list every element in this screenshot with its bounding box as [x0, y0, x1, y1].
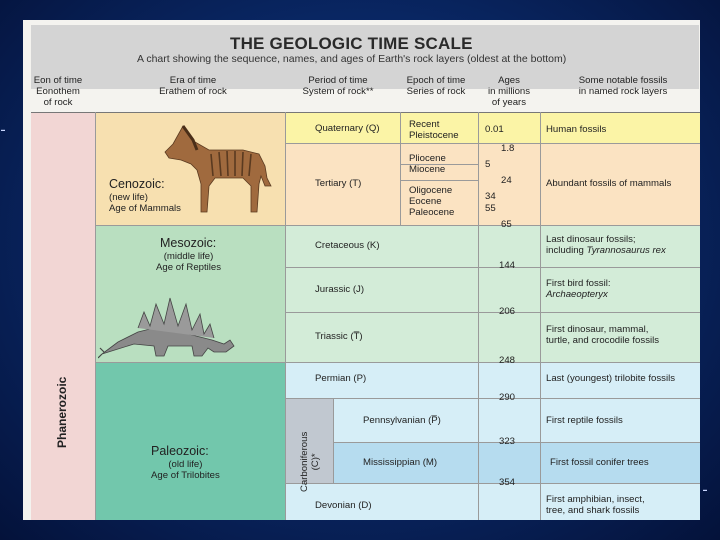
- era-divider: [285, 112, 286, 520]
- period-quaternary: Quaternary (Q): [315, 123, 380, 134]
- period-permian: Permian (P): [315, 373, 367, 384]
- right-edge-mark: ▬: [703, 487, 707, 492]
- fossil-jurassic: First bird fossil: Archaeopteryx: [546, 278, 611, 300]
- line-323: [333, 442, 700, 443]
- carboniferous-divider: [333, 398, 334, 483]
- fossil-mississippian: First fossil conifer trees: [550, 457, 649, 468]
- era-mesozoic-desc: (middle life) Age of Reptiles: [156, 251, 222, 273]
- fossil-tertiary: Abundant fossils of mammals: [546, 178, 672, 189]
- fossil-triassic: First dinosaur, mammal, turtle, and crocodile fossils: [546, 324, 660, 346]
- period-carboniferous: Carboniferous (C)*: [299, 431, 321, 492]
- line-248: [95, 362, 700, 363]
- stegosaurus-illustration: [98, 268, 238, 360]
- age-0-01: 0.01: [485, 124, 504, 135]
- header-fossils: Some notable fossils in named rock layers: [578, 75, 668, 97]
- epoch-pliocene-miocene: Pliocene Miocene: [409, 153, 446, 175]
- chart-title: THE GEOLOGIC TIME SCALE: [230, 34, 473, 53]
- period-pennsylvanian: Pennsylvanian (P̅): [363, 415, 441, 426]
- fossil-devonian: First amphibian, insect, tree, and shark fossils: [546, 494, 645, 516]
- age-144: 144: [499, 260, 516, 271]
- left-edge-mark: ▬: [1, 127, 5, 132]
- era-paleozoic-band: [95, 362, 285, 520]
- fossil-pennsylvanian: First reptile fossils: [546, 415, 623, 426]
- fossil-permian: Last (youngest) trilobite fossils: [546, 373, 676, 384]
- period-mississippian: Mississippian (M): [363, 457, 438, 468]
- header-eon: Eon of time Eonothem of rock: [33, 75, 83, 108]
- epoch-recent-pleistocene: Recent Pleistocene: [409, 119, 459, 141]
- eon-column: [31, 112, 95, 520]
- age-34: 34: [485, 191, 496, 202]
- age-290: 290: [499, 392, 516, 403]
- line-354: [285, 483, 700, 484]
- age-323: 323: [499, 436, 516, 447]
- age-24: 24: [501, 175, 512, 186]
- age-65: 65: [501, 219, 512, 230]
- ages-divider: [540, 112, 541, 520]
- age-5: 5: [485, 159, 491, 170]
- header-era: Era of time Erathem of rock: [159, 75, 227, 97]
- period-tertiary: Tertiary (T): [315, 178, 362, 189]
- era-cenozoic-desc: (new life) Age of Mammals: [109, 192, 181, 214]
- era-paleozoic: Paleozoic:: [151, 444, 209, 458]
- eon-phanerozoic: Phanerozoic: [55, 376, 69, 448]
- eon-divider: [95, 112, 96, 520]
- chart-subtitle: A chart showing the sequence, names, and ages of Earth's rock layers (oldest at the bottom): [137, 53, 567, 65]
- line-1-8: [285, 143, 700, 144]
- period-jurassic: Jurassic (J): [315, 284, 365, 295]
- line-65: [95, 225, 700, 226]
- header-divider: [31, 112, 700, 113]
- line-144: [285, 267, 700, 268]
- period-devonian: Devonian (D): [315, 500, 372, 511]
- horse-illustration: [153, 120, 283, 220]
- epoch-divider: [478, 112, 479, 520]
- geologic-time-scale-chart: [23, 20, 700, 520]
- age-248: 248: [499, 355, 516, 366]
- age-206: 206: [499, 306, 516, 317]
- header-period: Period of time System of rock**: [302, 75, 374, 97]
- period-triassic: Triassic (T̅): [315, 331, 363, 342]
- age-1-8: 1.8: [501, 143, 515, 154]
- era-mesozoic: Mesozoic:: [160, 236, 217, 250]
- line-24: [400, 180, 478, 181]
- fossil-cretaceous: Last dinosaur fossils; including Tyrannosaurus rex: [546, 234, 666, 256]
- period-epoch-divider: [400, 112, 401, 225]
- age-354: 354: [499, 477, 516, 488]
- header-ages: Ages in millions of years: [487, 75, 531, 108]
- fossil-quaternary: Human fossils: [546, 124, 607, 135]
- age-55: 55: [485, 203, 496, 214]
- line-206: [285, 312, 700, 313]
- era-cenozoic: Cenozoic:: [109, 177, 165, 191]
- line-290: [285, 398, 700, 399]
- era-paleozoic-desc: (old life) Age of Trilobites: [151, 459, 220, 481]
- header-epoch: Epoch of time Series of rock: [406, 75, 466, 97]
- epoch-oligocene-eocene-paleocene: Oligocene Eocene Paleocene: [409, 185, 455, 218]
- period-cretaceous: Cretaceous (K): [315, 240, 380, 251]
